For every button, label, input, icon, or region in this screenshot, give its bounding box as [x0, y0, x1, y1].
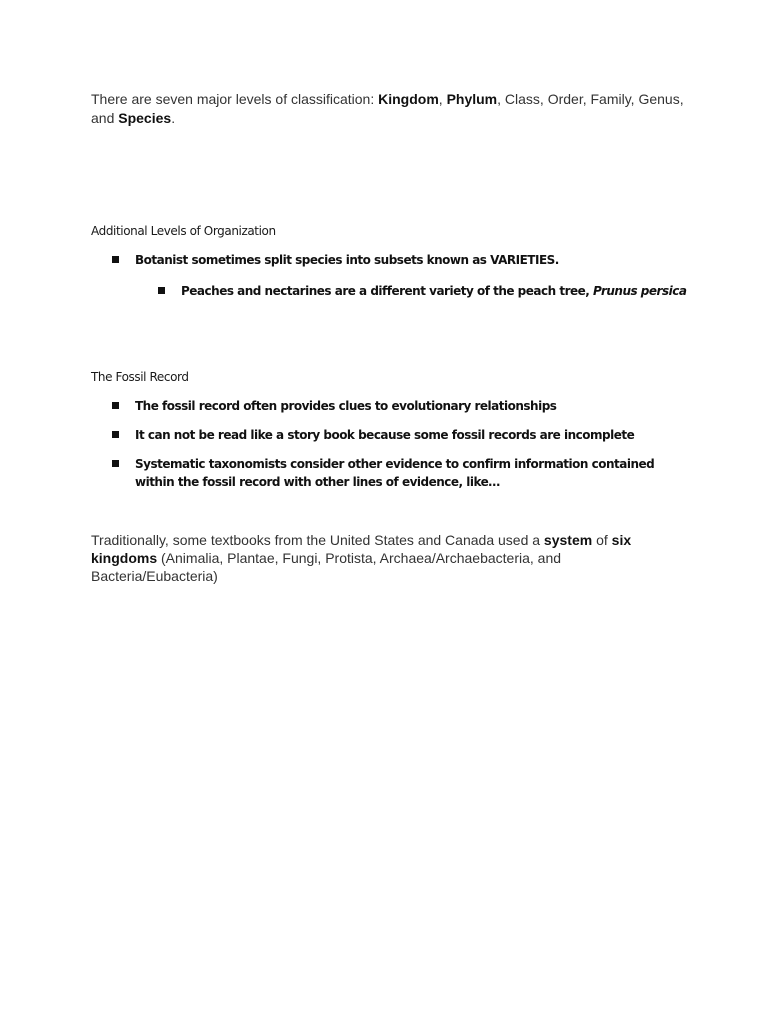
- square-bullet-icon: [112, 256, 119, 263]
- species-name-italic: Prunus persica: [593, 284, 687, 298]
- intro-phylum: Phylum: [446, 91, 498, 107]
- list-item-text: Systematic taxonomists consider other evidence to confirm information contained within the fossil record with other lines of evidence, like…: [135, 457, 655, 489]
- list-item-text: It can not be read like a story book because some fossil records are incomplete: [135, 428, 635, 442]
- six-kingdoms-paragraph: [91, 531, 671, 585]
- fossil-record-heading: The Fossil Record: [91, 370, 189, 384]
- square-bullet-icon: [112, 460, 119, 467]
- intro-text-end: .: [171, 110, 176, 126]
- list-item-varieties: [135, 251, 695, 269]
- traditional-text-before: Traditionally, some textbooks from the United States and Canada used a: [91, 532, 544, 548]
- square-bullet-icon: [158, 287, 165, 294]
- intro-sep: ,: [438, 91, 447, 107]
- list-item-text: Peaches and nectarines are a different variety of the peach tree,: [181, 284, 594, 298]
- square-bullet-icon: [112, 402, 119, 409]
- square-bullet-icon: [112, 431, 119, 438]
- traditional-system: system: [543, 532, 593, 548]
- list-item-fossil-incomplete: [135, 426, 695, 444]
- list-item-text: The fossil record often provides clues to evolutionary relationships: [135, 399, 557, 413]
- traditional-of: of: [592, 532, 612, 548]
- classification-levels-paragraph: [91, 90, 691, 128]
- intro-text-middle: , Class, Order, Family, Genus, and: [91, 91, 684, 126]
- list-item-text: Botanist sometimes split species into subsets known as VARIETIES.: [135, 253, 559, 267]
- traditional-six-kingdoms: six kingdoms: [91, 532, 632, 566]
- list-item-peaches: [181, 282, 721, 300]
- intro-text-before: There are seven major levels of classification:: [91, 91, 379, 107]
- intro-species: Species: [118, 110, 172, 126]
- additional-levels-heading: Additional Levels of Organization: [91, 224, 276, 238]
- list-item-fossil-clues: [135, 397, 695, 415]
- intro-kingdom: Kingdom: [378, 91, 439, 107]
- traditional-text-end: (Animalia, Plantae, Fungi, Protista, Archaea/Archaebacteria, and Bacteria/Eubacteria): [91, 550, 562, 584]
- list-item-systematic-taxonomists: [135, 455, 695, 491]
